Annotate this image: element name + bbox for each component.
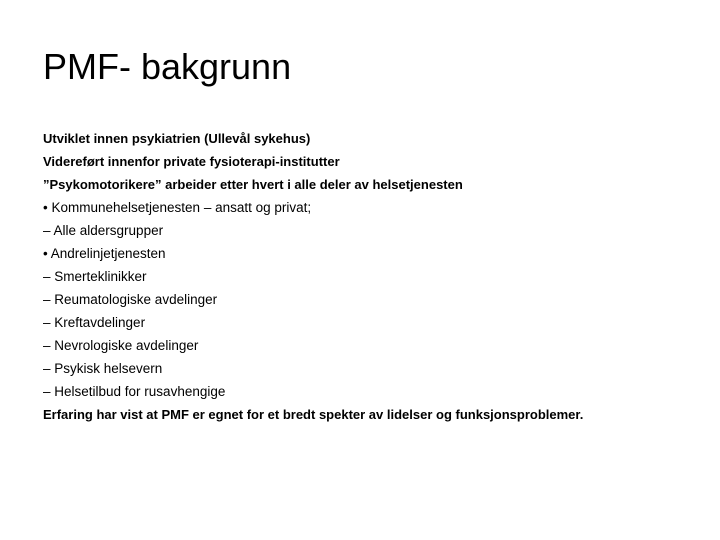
list-item: Videreført innenfor private fysioterapi-institutter [43,154,340,169]
list-item: ”Psykomotorikere” arbeider etter hvert i alle deler av helsetjenesten [43,177,463,192]
list-item: • Kommunehelsetjenesten – ansatt og privat; [43,200,312,215]
list-item: Erfaring har vist at PMF er egnet for et bredt spekter av lidelser og funksjonsproblemer. [43,407,584,422]
list-item: – Kreftavdelinger [43,315,146,330]
body-text-list [43,127,703,426]
list-item: – Helsetilbud for rusavhengige [43,384,226,399]
list-item: Utviklet innen psykiatrien (Ullevål sykehus) [43,131,311,146]
list-item: • Andrelinjetjenesten [43,246,166,261]
list-item: – Smerteklinikker [43,269,147,284]
slide-title: PMF- bakgrunn [43,46,292,87]
list-item: – Psykisk helsevern [43,361,163,376]
list-item: – Reumatologiske avdelinger [43,292,218,307]
list-item: – Alle aldersgrupper [43,223,164,238]
list-item: – Nevrologiske avdelinger [43,338,199,353]
